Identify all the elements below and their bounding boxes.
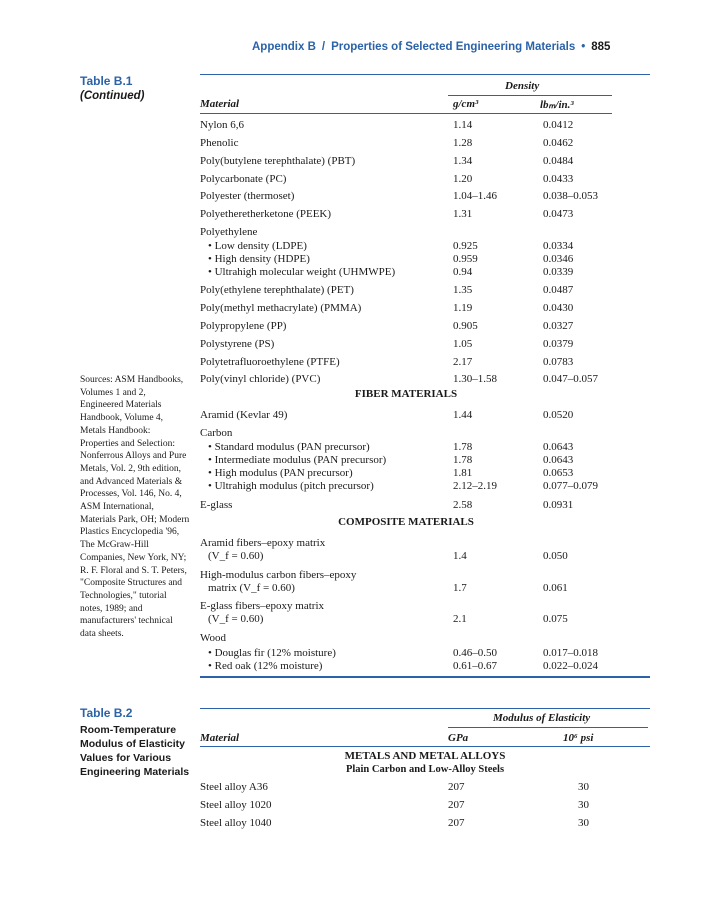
modulus-gpa-cell: 207: [448, 817, 465, 829]
header-bullet: •: [581, 41, 586, 53]
density-gcm3-cell: 1.78: [453, 441, 473, 453]
table-row: [200, 137, 650, 151]
density-gcm3-cell: 1.31: [453, 208, 473, 220]
table-row: [200, 632, 650, 646]
material-cell: Poly(butylene terephthalate) (PBT): [200, 155, 356, 167]
density-lbm-cell: 0.022–0.024: [543, 660, 598, 672]
modulus-rule: [448, 727, 648, 728]
material-cell: (V_f = 0.60): [208, 613, 264, 625]
material-cell: Wood: [200, 632, 227, 644]
table-row: [200, 480, 650, 494]
density-lbm-cell: 0.077–0.079: [543, 480, 598, 492]
density-gcm3-cell: 2.58: [453, 499, 473, 511]
density-gcm3-cell: 1.19: [453, 302, 473, 314]
appendix-label: Appendix B: [252, 41, 316, 53]
table-row: [200, 427, 650, 441]
metals-section: METALS AND METAL ALLOYS: [344, 750, 506, 762]
density-gcm3-cell: 1.28: [453, 137, 473, 149]
table-row: [200, 441, 650, 455]
material-cell: Polytetrafluoroethylene (PTFE): [200, 356, 340, 368]
density-lbm-cell: 0.0643: [543, 441, 574, 453]
sources-note: Sources: ASM Handbooks, Volumes 1 and 2, Engineered Materials Handbook, Volume 4, Metals Handbook: Properties and Selection: Nonferrous Alloys and Pure Metals, Vol. 2, 9th edition, and Advanced Materials & Processes, Vol. 146, No. 4, ASM International, Materials Park, OH; Modern Plastics Encyclopedia '96, The McGraw-Hill Companies, New York, NY; R. F. Floral and S. T. Peters, "Composite Structures and Technologies," tutorial notes, 1989; and manufacturers' technical data sheets.: [80, 375, 190, 640]
table-row: [200, 499, 650, 513]
table-row: [200, 582, 650, 596]
density-gcm3-cell: 2.12–2.19: [453, 480, 497, 492]
material-cell: High-modulus carbon fibers–epoxy: [200, 569, 357, 581]
density-lbm-cell: 0.061: [543, 582, 568, 594]
material-cell: Polypropylene (PP): [200, 320, 287, 332]
material-cell: Poly(vinyl chloride) (PVC): [200, 373, 321, 385]
density-gcm3-cell: 1.34: [453, 155, 473, 167]
table-row: [200, 119, 650, 133]
table-b1-bottom-rule: [200, 676, 650, 678]
material-cell: Steel alloy 1020: [200, 799, 272, 811]
modulus-gpa-cell: 207: [448, 799, 465, 811]
density-header: Density: [505, 80, 540, 92]
density-lbm-cell: 0.0327: [543, 320, 574, 332]
table-row: [200, 647, 650, 661]
table-row: [200, 253, 650, 267]
material-cell: Polyester (thermoset): [200, 190, 295, 202]
material-cell: • High density (HDPE): [208, 253, 310, 265]
material-cell: • Red oak (12% moisture): [208, 660, 323, 672]
modulus-gpa-cell: 207: [448, 781, 465, 793]
density-gcm3-cell: 1.4: [453, 550, 467, 562]
density-gcm3-cell: 1.35: [453, 284, 473, 296]
material-cell: Carbon: [200, 427, 233, 439]
material-cell: Aramid (Kevlar 49): [200, 409, 288, 421]
material-cell: Polyethylene: [200, 226, 258, 238]
table-row: [200, 320, 650, 334]
table-row: [200, 226, 650, 240]
fiber-materials-section: FIBER MATERIALS: [354, 388, 458, 400]
density-lbm-cell: 0.050: [543, 550, 568, 562]
table-b2-top-rule: [200, 708, 650, 709]
table-row: [200, 302, 650, 316]
material-cell: • Standard modulus (PAN precursor): [208, 441, 370, 453]
table-row: [200, 467, 650, 481]
density-lbm-cell: 0.0412: [543, 119, 574, 131]
table-row: [200, 356, 650, 370]
density-lbm-cell: 0.0339: [543, 266, 574, 278]
table-b1-continued: (Continued): [80, 90, 145, 102]
material-col-header: Material: [200, 98, 240, 110]
table-b2-label: Table B.2: [80, 706, 133, 720]
density-lbm-cell: 0.0931: [543, 499, 574, 511]
material-cell: matrix (V_f = 0.60): [208, 582, 295, 594]
density-lbm-cell: 0.0520: [543, 409, 574, 421]
table-row: [200, 173, 650, 187]
material-cell: Steel alloy A36: [200, 781, 268, 793]
density-rule: [448, 95, 612, 96]
density-gcm3-cell: 0.959: [453, 253, 478, 265]
material-cell: • Ultrahigh molecular weight (UHMWPE): [208, 266, 396, 278]
material-cell: Phenolic: [200, 137, 239, 149]
table-row: [200, 454, 650, 468]
table-b1-header-rule: [200, 113, 612, 114]
density-lbm-cell: 0.0346: [543, 253, 574, 265]
density-lbm-cell: 0.0334: [543, 240, 574, 252]
table-b1-label: Table B.1: [80, 74, 133, 88]
modulus-psi-cell: 30: [578, 817, 589, 829]
density-gcm3-cell: 0.925: [453, 240, 478, 252]
density-lbm-cell: 0.0643: [543, 454, 574, 466]
density-lbm-cell: 0.0487: [543, 284, 574, 296]
composite-materials-section: COMPOSITE MATERIALS: [338, 516, 474, 528]
material-cell: Steel alloy 1040: [200, 817, 272, 829]
table-b2-header-rule: [200, 746, 650, 747]
table-row: [200, 338, 650, 352]
material-cell: Polycarbonate (PC): [200, 173, 287, 185]
density-gcm3-cell: 2.1: [453, 613, 467, 625]
page-number: 885: [591, 41, 611, 53]
material-cell: Poly(ethylene terephthalate) (PET): [200, 284, 354, 296]
modulus-psi-cell: 30: [578, 781, 589, 793]
density-lbm-cell: 0.0653: [543, 467, 574, 479]
material-cell: Polystyrene (PS): [200, 338, 275, 350]
table-row: [200, 550, 650, 564]
material-cell: Nylon 6,6: [200, 119, 244, 131]
material-cell: (V_f = 0.60): [208, 550, 264, 562]
material-cell: • Intermediate modulus (PAN precursor): [208, 454, 387, 466]
table-row: [200, 569, 650, 583]
density-gcm3-cell: 1.30–1.58: [453, 373, 497, 385]
density-lbm-cell: 0.0484: [543, 155, 574, 167]
t2-material-col-header: Material: [200, 732, 240, 744]
density-lbm-cell: 0.038–0.053: [543, 190, 598, 202]
density-gcm3-cell: 0.905: [453, 320, 478, 332]
table-row: [200, 208, 650, 222]
running-header: [252, 41, 652, 53]
table-row: [200, 660, 650, 674]
table-row: [200, 266, 650, 280]
density-gcm3-cell: 1.44: [453, 409, 473, 421]
material-cell: E-glass: [200, 499, 233, 511]
density-lbm-cell: 0.0473: [543, 208, 574, 220]
material-cell: • High modulus (PAN precursor): [208, 467, 353, 479]
lbm-col-header: lbₘ/in.³: [540, 99, 574, 111]
material-cell: • Douglas fir (12% moisture): [208, 647, 336, 659]
density-lbm-cell: 0.075: [543, 613, 568, 625]
modulus-psi-cell: 30: [578, 799, 589, 811]
density-gcm3-cell: 1.7: [453, 582, 467, 594]
material-cell: • Low density (LDPE): [208, 240, 307, 252]
density-lbm-cell: 0.0430: [543, 302, 574, 314]
density-lbm-cell: 0.0379: [543, 338, 574, 350]
table-row: [200, 409, 650, 423]
table-row: [200, 613, 650, 627]
density-gcm3-cell: 2.17: [453, 356, 473, 368]
density-gcm3-cell: 1.04–1.46: [453, 190, 497, 202]
material-cell: Polyetheretherketone (PEEK): [200, 208, 332, 220]
gpa-col-header: GPa: [448, 732, 469, 744]
steels-subsection: Plain Carbon and Low-Alloy Steels: [345, 764, 505, 775]
density-gcm3-cell: 1.14: [453, 119, 473, 131]
material-cell: E-glass fibers–epoxy matrix: [200, 600, 325, 612]
density-gcm3-cell: 1.05: [453, 338, 473, 350]
material-cell: Poly(methyl methacrylate) (PMMA): [200, 302, 362, 314]
table-row: [200, 600, 650, 614]
appendix-title: Properties of Selected Engineering Materials: [331, 41, 576, 53]
density-gcm3-cell: 1.78: [453, 454, 473, 466]
gcm3-col-header: g/cm³: [453, 98, 479, 110]
density-gcm3-cell: 0.61–0.67: [453, 660, 497, 672]
density-lbm-cell: 0.047–0.057: [543, 373, 598, 385]
table-b2-caption: Room-Temperature Modulus of Elasticity Values for Various Engineering Materials: [80, 724, 190, 778]
modulus-header: Modulus of Elasticity: [493, 712, 591, 724]
density-gcm3-cell: 1.81: [453, 467, 473, 479]
material-cell: Aramid fibers–epoxy matrix: [200, 537, 326, 549]
table-b1-top-rule: [200, 74, 650, 75]
psi-col-header: 10⁶ psi: [563, 732, 594, 744]
header-separator: /: [321, 41, 326, 53]
density-lbm-cell: 0.0433: [543, 173, 574, 185]
density-gcm3-cell: 0.94: [453, 266, 473, 278]
material-cell: • Ultrahigh modulus (pitch precursor): [208, 480, 374, 492]
table-row: [200, 284, 650, 298]
density-gcm3-cell: 1.20: [453, 173, 473, 185]
density-gcm3-cell: 0.46–0.50: [453, 647, 497, 659]
table-row: [200, 240, 650, 254]
density-lbm-cell: 0.017–0.018: [543, 647, 598, 659]
table-row: [200, 373, 650, 387]
table-row: [200, 190, 650, 204]
table-row: [200, 537, 650, 551]
density-lbm-cell: 0.0462: [543, 137, 574, 149]
density-lbm-cell: 0.0783: [543, 356, 574, 368]
table-row: [200, 155, 650, 169]
